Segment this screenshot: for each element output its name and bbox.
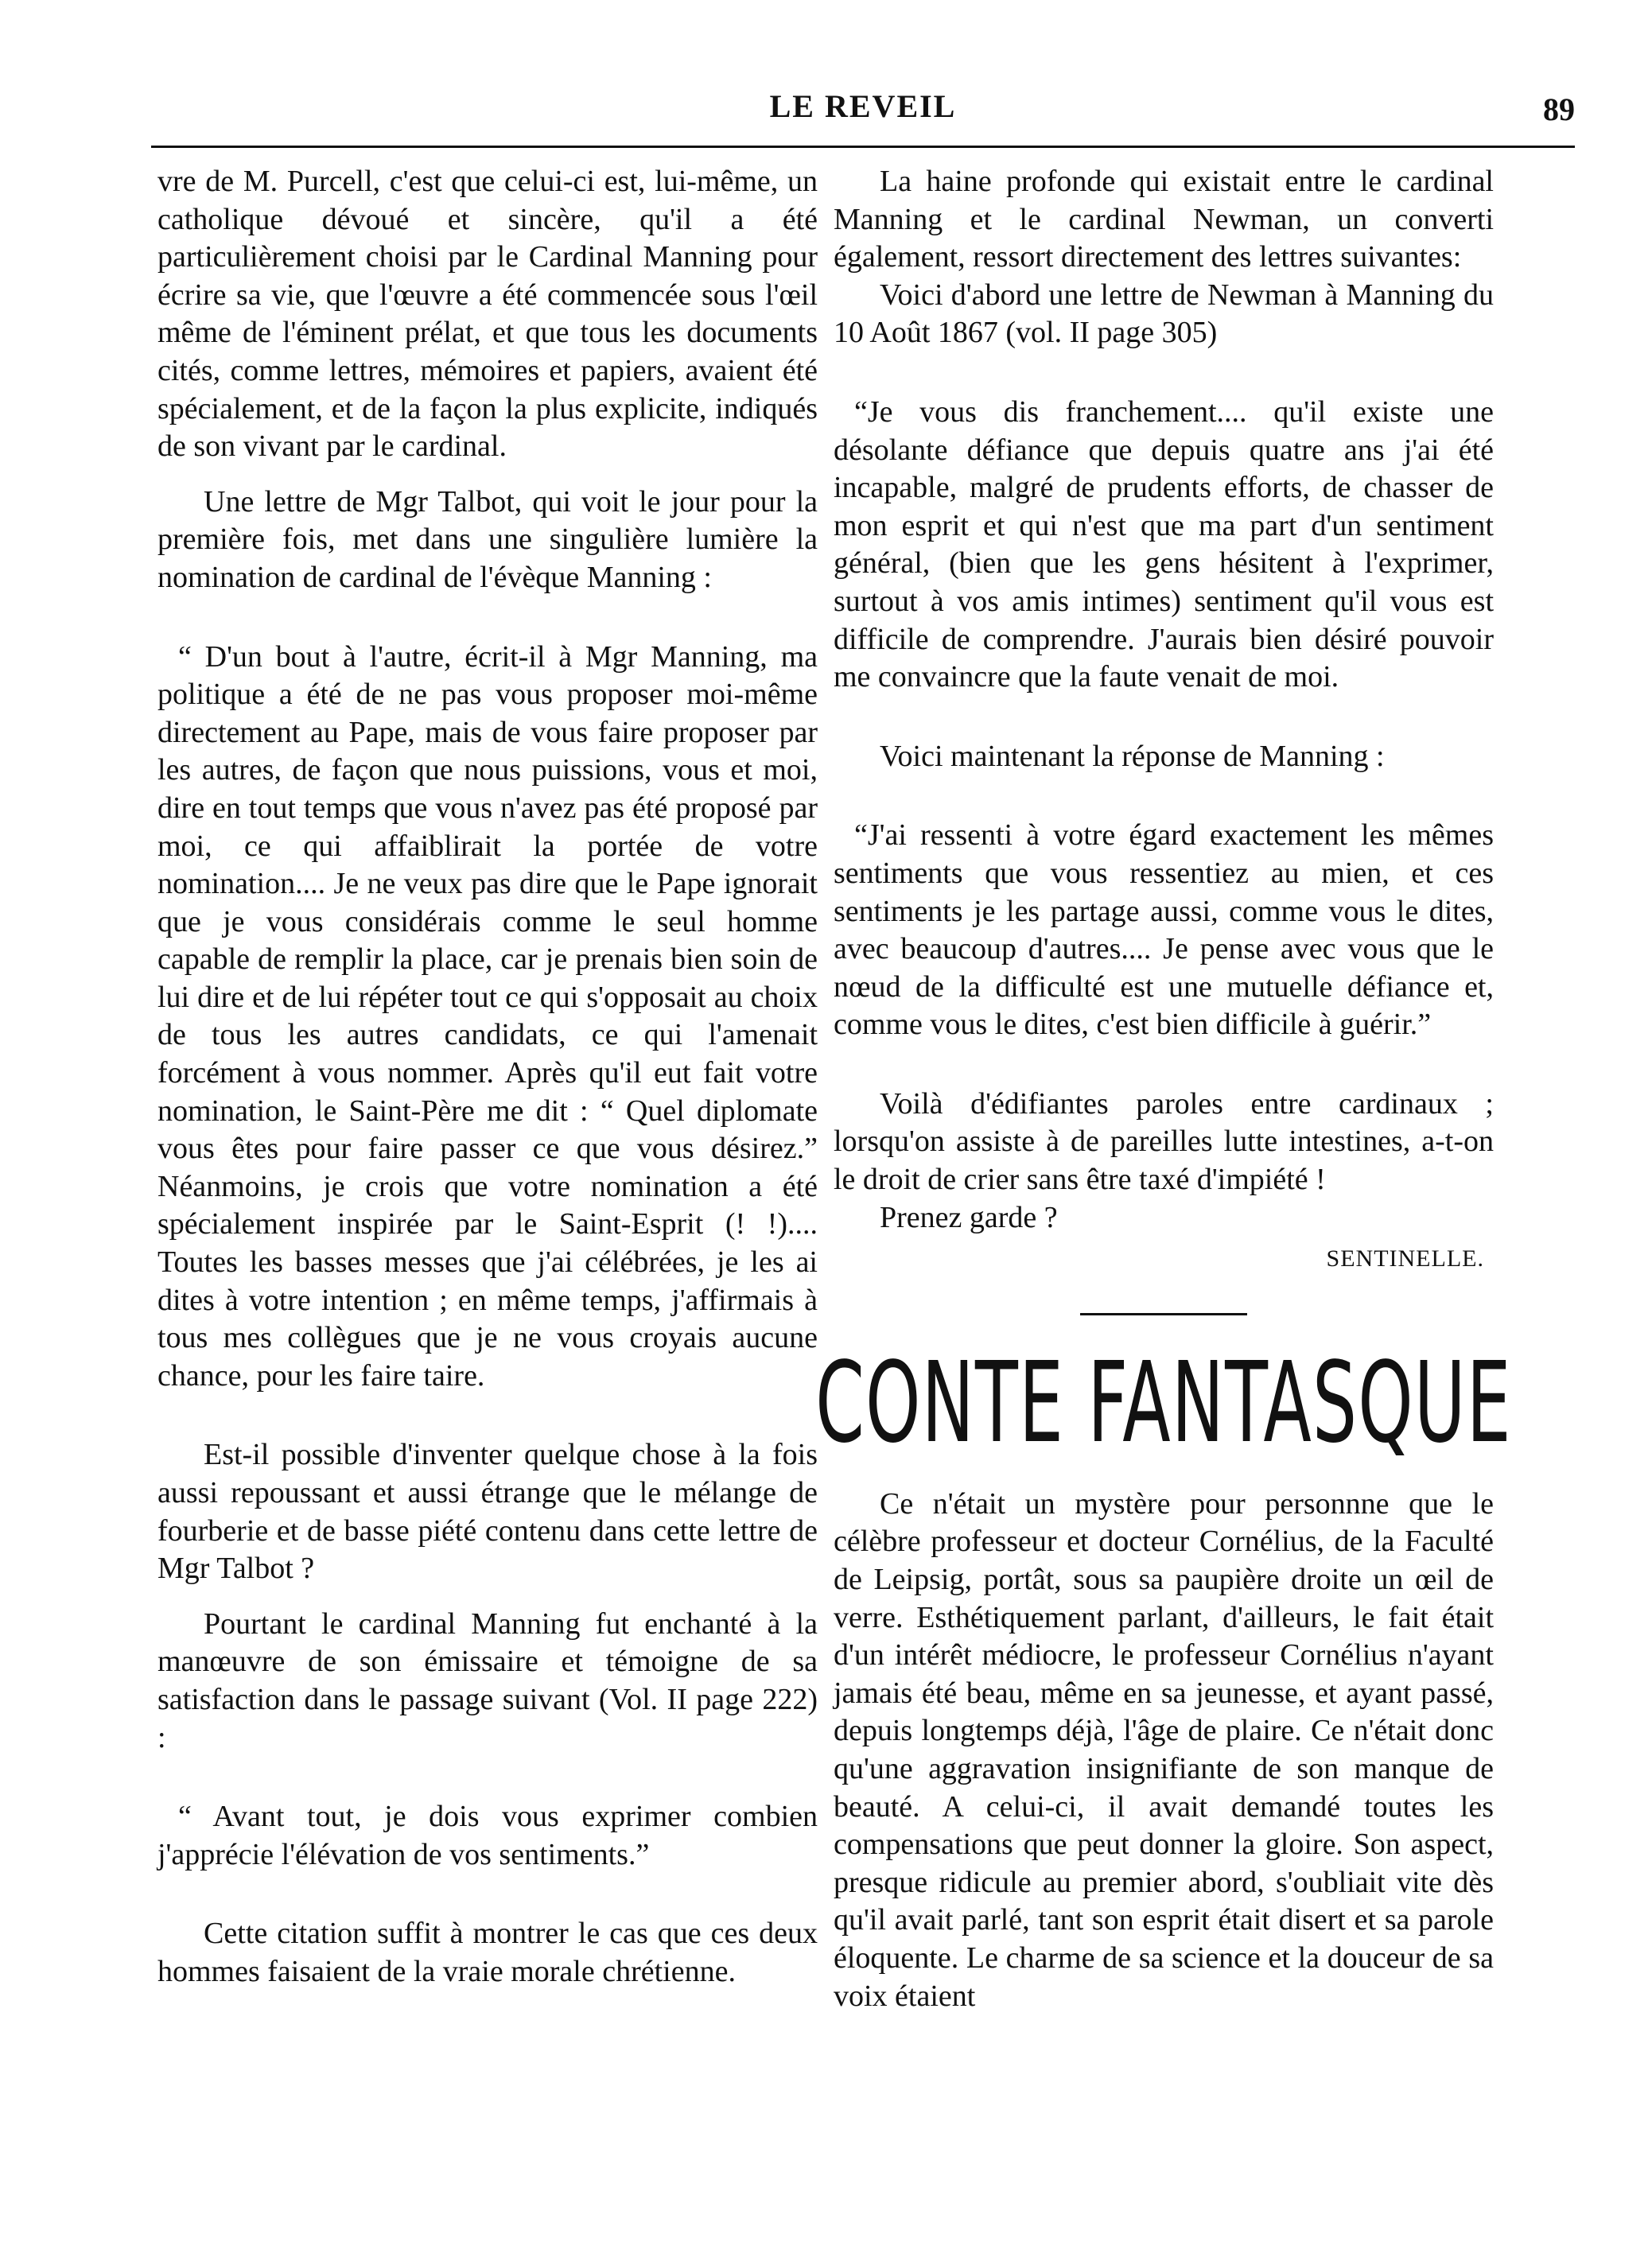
paragraph-conte-fantasque: Ce n'était un mystère pour personnne que le célèbre professeur et docteur Cornélius, de la Faculté de Leipsig, portât, sous sa paupière droite un œil de verre. Esthétiquement parlant, d'ailleurs, le fait était d'un intérêt médiocre, le professeur Cornélius n'ayant jamais été beau, même en sa jeunesse, et ayant passé, depuis longtemps déjà, l'âge de plaire. Ce n'était donc qu'une aggravation insignifiante de son manque de beauté. A celui-ci, il avait demandé toutes les compensations que peut donner la gloire. Son aspect, presque ridicule au premier abord, s'oubliait vite dès qu'il avait parlé, tant son esprit était disert et sa parole éloquente. Le charme de sa science et la douceur de sa voix étaient <box>834 1486 1494 2013</box>
quote-newman-letter: “Je vous dis franchement.... qu'il existe une désolante défiance que depuis quatre ans j'ai été incapable, malgré de prudents efforts, de chasser de mon esprit et qui n'est que ma part d'un sentiment général, (bien que les gens hésitent à l'exprimer, surtout à vos amis intimes) sentiment qu'il vous est difficile de comprendre. J'aurais bien désiré pouvoir me convaincre que la faute venait de moi. <box>834 394 1494 694</box>
paragraph-newman-intro: La haine profonde qui existait entre le cardinal Manning et le cardinal Newman, un converti également, ressort directement des lettres suivantes: <box>834 165 1494 274</box>
page-number: 89 <box>1543 91 1575 127</box>
paragraph-edifying-words: Voilà d'édifiantes paroles entre cardinaux ; lorsqu'on assiste à de pareilles lutte intestines, a-t-on le droit de crier sans être taxé d'impiété ! <box>834 1086 1494 1197</box>
left-column <box>157 163 818 1991</box>
paragraph-conclusion: Cette citation suffit à montrer le cas que ces deux hommes faisaient de la vraie morale chrétienne. <box>157 1917 818 1988</box>
running-head <box>151 87 1575 138</box>
quote-manning-reply: “ Avant tout, je dois vous exprimer combien j'apprécie l'élévation de vos sentiments.” <box>157 1800 818 1871</box>
signature: SENTINELLE. <box>1326 1245 1484 1272</box>
paragraph-commentary: Est-il possible d'inventer quelque chose à la fois aussi repoussant et aussi étrange que le mélange de fourberie et de basse piété contenu dans cette lettre de Mgr Talbot ? <box>157 1438 818 1586</box>
section-separator <box>1080 1313 1247 1315</box>
article-title: CONTE FANTASQUE <box>815 1338 1512 1468</box>
paragraph-prenez-garde: Prenez garde ? <box>880 1200 1058 1234</box>
paragraph-talbot-intro: Une lettre de Mgr Talbot, qui voit le jour pour la première fois, met dans une singulière lumière la nomination de cardinal de l'évèque Manning : <box>157 484 818 594</box>
header-rule <box>151 146 1575 148</box>
running-title: LE REVEIL <box>769 88 957 124</box>
quote-talbot-letter: “ D'un bout à l'autre, écrit-il à Mgr Manning, ma politique a été de ne pas vous proposer moi-même directement au Pape, mais de vous faire proposer par les autres, de façon que nous puissions, vous et moi, dire en tout temps que vous n'avez pas été proposé par moi, ce qui affaiblirait la portée de votre nomination.... Je ne veux pas dire que le Pape ignorait que je vous considérais comme le seul homme capable de remplir la place, car je prenais bien soin de lui dire et de lui répéter tout ce qui s'opposait au choix de tous les autres candidats, ce qui l'amenait forcément à vous nommer. Après qu'il eut fait votre nomination, le Saint-Père me dit : “ Quel diplomate vous êtes pour faire passer ce que vous désirez.” Néanmoins, je crois que votre nomination a été spécialement inspirée par le Saint-Esprit (! !).... Toutes les basses messes que j'ai célébrées, je les ai dites à votre intention ; en même temps, j'affirmais à tous mes collègues que je ne vous croyais aucune chance, pour les faire taire. <box>157 639 818 1393</box>
paragraph-continuation: vre de M. Purcell, c'est que celui-ci est, lui-même, un catholique dévoué et sincère, qu'il a été particulièrement choisi par le Cardinal Manning pour écrire sa vie, que l'œuvre a été commencée sous l'œil même de l'éminent prélat, et que tous les documents cités, comme lettres, mémoires et papiers, avaient été spécialement, et de la façon la plus explicite, indiqués de son vivant par le cardinal. <box>157 165 818 464</box>
right-column <box>815 163 1512 2015</box>
paragraph-manning-reply-intro: Voici maintenant la réponse de Manning : <box>880 739 1385 773</box>
quote-manning-letter: “J'ai ressenti à votre égard exactement les mêmes sentiments que vous ressentiez au mien, et ces sentiments je les partage aussi, comme vous le dites, avec beaucoup d'autres.... Je pense avec vous que le nœud de la difficulté est une mutuelle défiance et, comme vous le dites, c'est bien difficile à guérir.” <box>834 818 1494 1042</box>
paragraph-newman-letter-ref: Voici d'abord une lettre de Newman à Manning du 10 Août 1867 (vol. II page 305) <box>834 278 1494 350</box>
paragraph-manning-satisfaction: Pourtant le cardinal Manning fut enchanté à la manœuvre de son émissaire et témoigne de sa satisfaction dans le passage suivant (Vol. II page 222) : <box>157 1606 818 1754</box>
